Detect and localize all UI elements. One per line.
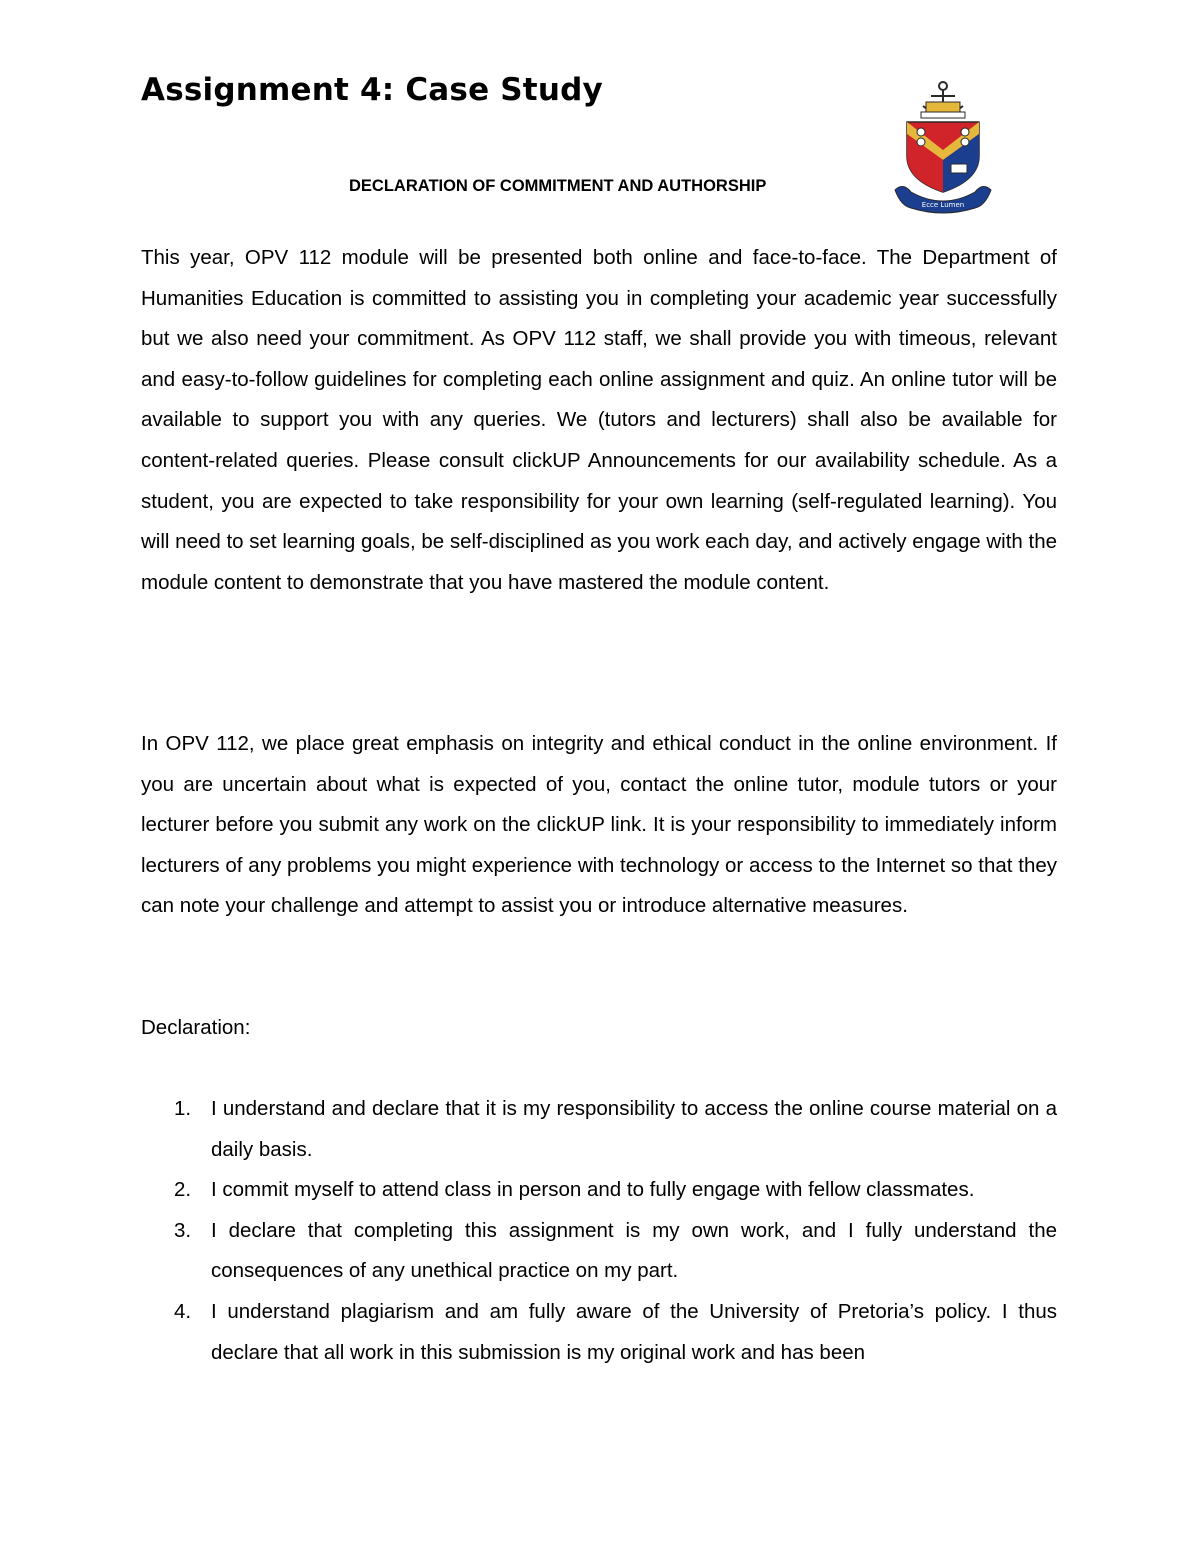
declaration-text: I commit myself to attend class in person and to fully engage with fellow classmates. xyxy=(211,1178,975,1202)
declaration-list xyxy=(141,1089,1057,1373)
declaration-label: Declaration: xyxy=(141,1016,251,1039)
declaration-text: I understand plagiarism and am fully aware of the University of Pretoria’s policy. I thus declare that all work in this submission is my original work and has been xyxy=(211,1299,1057,1364)
declaration-number: 2. xyxy=(174,1178,192,1202)
declaration-item xyxy=(141,1292,1057,1373)
declaration-item xyxy=(141,1089,1057,1170)
integrity-paragraph: In OPV 112, we place great emphasis on integrity and ethical conduct in the online environment. If you are uncertain about what is expected of you, contact the online tutor, module tutors or your lecturer before you submit any work on the clickUP link. It is your responsibility to immediately inform lecturers of any problems you might experience with technology or access to the Internet so that they can note your challenge and attempt to assist you or introduce alternative measures. xyxy=(141,732,1057,918)
declaration-heading: DECLARATION OF COMMITMENT AND AUTHORSHIP xyxy=(349,177,767,195)
university-crest-icon xyxy=(893,76,993,216)
crest-motto: Ecce Lumen xyxy=(921,201,965,209)
declaration-text: I understand and declare that it is my responsibility to access the online course material on a daily basis. xyxy=(211,1097,1057,1161)
declaration-number: 1. xyxy=(174,1097,192,1120)
declaration-item xyxy=(141,1170,1057,1211)
declaration-number: 4. xyxy=(174,1299,192,1323)
declaration-number: 3. xyxy=(174,1218,192,1242)
intro-paragraph: This year, OPV 112 module will be presented both online and face-to-face. The Department of Humanities Education is committed to assisting you in completing your academic year successfully but we also need your commitment. As OPV 112 staff, we shall provide you with timeous, relevant and easy-to-follow guidelines for completing each online assignment and quiz. An online tutor will be available to support you with any queries. We (tutors and lecturers) shall also be available for content-related queries. Please consult clickUP Announcements for our availability schedule. As a student, you are expected to take responsibility for your own learning (self-regulated learning). You will need to set learning goals, be self-disciplined as you work each day, and actively engage with the module content to demonstrate that you have mastered the module content. xyxy=(141,246,1057,594)
declaration-text: I declare that completing this assignment is my own work, and I fully understand the consequences of any unethical practice on my part. xyxy=(211,1218,1057,1283)
document-title: Assignment 4: Case Study xyxy=(141,72,603,108)
declaration-item xyxy=(141,1211,1057,1292)
